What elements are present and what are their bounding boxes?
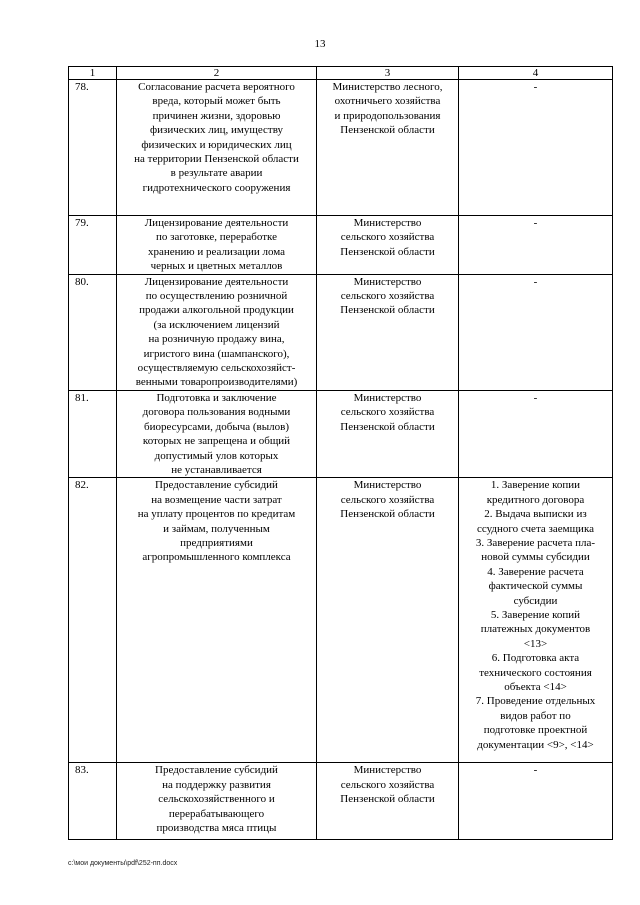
required-services-line: <13>	[523, 637, 548, 650]
table-row	[69, 390, 613, 477]
required-services-line: 4. Заверение расчета	[487, 565, 584, 578]
required-services-line: субсидии	[513, 594, 558, 607]
required-services-line: 7. Проведение отдельных	[475, 695, 596, 708]
service-description-line: и займам, полученным	[163, 522, 270, 535]
service-description	[117, 478, 317, 763]
responsible-ministry-line: сельского хозяйства	[340, 778, 435, 791]
header-cell-2: 2	[117, 67, 317, 80]
responsible-ministry-line: Пензенской области	[340, 508, 435, 521]
required-services-line: -	[533, 275, 538, 288]
service-description-line: по осуществлению розничной	[145, 290, 288, 303]
required-services	[459, 216, 613, 275]
service-description	[117, 216, 317, 275]
service-description-line: (за исключением лицензий	[153, 318, 280, 331]
table-header-row	[69, 67, 613, 80]
table-row	[69, 763, 613, 840]
service-description-line: по заготовке, переработке	[155, 231, 277, 244]
required-services-line: технического состояния	[479, 666, 592, 679]
required-services-line: -	[533, 764, 538, 777]
table-row	[69, 80, 613, 216]
responsible-ministry-line: сельского хозяйства	[340, 406, 435, 419]
required-services-line: 3. Заверение расчета пла-	[475, 536, 596, 549]
header-cell-1: 1	[69, 67, 117, 80]
service-description-line: игристого вина (шампанского),	[143, 347, 290, 360]
service-description	[117, 390, 317, 477]
responsible-ministry-line: сельского хозяйства	[340, 231, 435, 244]
table-row	[69, 216, 613, 275]
responsible-ministry-line: Пензенской области	[340, 793, 435, 806]
responsible-ministry	[317, 80, 459, 216]
required-services-line: 6. Подготовка акта	[491, 652, 580, 665]
responsible-ministry-line: охотничьего хозяйства	[334, 95, 441, 108]
services-table	[68, 66, 613, 840]
service-description-line: Лицензирование деятельности	[144, 275, 289, 288]
service-description-line: Предоставление субсидий	[155, 479, 278, 492]
responsible-ministry-line: Министерство	[353, 217, 422, 229]
required-services-line: кредитного договора	[486, 493, 585, 506]
responsible-ministry-line: Министерство	[353, 391, 422, 404]
required-services	[459, 80, 613, 216]
service-description-line: Предоставление субсидий	[155, 764, 278, 777]
required-services-line: 1. Заверение копии	[490, 479, 581, 492]
table-row	[69, 478, 613, 763]
service-description-line: осуществляемую сельскохозяйст-	[137, 362, 296, 375]
service-description-line: хранению и реализации лома	[147, 245, 286, 258]
required-services-line: ссудного счета заемщика	[476, 522, 595, 535]
required-services-line: 5. Заверение копий	[490, 608, 581, 621]
service-description-line: не устанавливается	[171, 463, 262, 476]
responsible-ministry-line: сельского хозяйства	[340, 290, 435, 303]
required-services-line: -	[533, 391, 538, 404]
service-description	[117, 763, 317, 840]
service-description-line: причинен жизни, здоровью	[152, 109, 281, 122]
responsible-ministry-line: Пензенской области	[340, 420, 435, 433]
table-body	[69, 67, 613, 840]
service-description-line: на территории Пензенской области	[134, 153, 299, 166]
service-description-line: договора пользования водными	[142, 406, 291, 419]
required-services-line: фактической суммы	[488, 580, 583, 593]
responsible-ministry	[317, 763, 459, 840]
row-number: 82.	[69, 478, 117, 763]
responsible-ministry	[317, 478, 459, 763]
responsible-ministry-line: Министерство лесного,	[332, 81, 443, 93]
service-description-line: сельскохозяйственного и	[158, 793, 275, 806]
responsible-ministry-line: Пензенской области	[340, 304, 435, 317]
responsible-ministry-line: Министерство	[353, 764, 422, 777]
service-description-line: которых не запрещена и общий	[142, 435, 291, 448]
responsible-ministry-line: Пензенской области	[340, 124, 435, 137]
page-number: 13	[314, 38, 326, 50]
table-row	[69, 274, 613, 390]
row-number: 81.	[69, 390, 117, 477]
responsible-ministry	[317, 274, 459, 390]
service-description-line: вреда, который может быть	[152, 95, 281, 108]
header-cell-4: 4	[459, 67, 613, 80]
responsible-ministry	[317, 216, 459, 275]
service-description-line: венными товаропроизводителями)	[135, 376, 298, 389]
service-description-line: допустимый улов которых	[154, 449, 279, 462]
service-description-line: гидротехнического сооружения	[142, 181, 291, 194]
service-description-line: агропромышленного комплекса	[142, 551, 291, 564]
service-description-line: на уплату процентов по кредитам	[137, 508, 296, 521]
footer-file-path: c:\мои документы\pdf\252-пп.docx	[68, 860, 178, 867]
service-description-line: физических лиц, имуществу	[149, 124, 284, 137]
service-description-line: Подготовка и заключение	[156, 391, 277, 404]
row-number: 83.	[69, 763, 117, 840]
required-services-line: новой суммы субсидии	[481, 551, 590, 564]
service-description-line: на розничную продажу вина,	[148, 333, 285, 346]
required-services-line: платежных документов	[480, 623, 591, 636]
row-number: 80.	[69, 274, 117, 390]
responsible-ministry-line: и природопользования	[334, 109, 441, 122]
service-description-line: черных и цветных металлов	[150, 260, 283, 273]
required-services	[459, 274, 613, 390]
required-services	[459, 478, 613, 763]
required-services-line: -	[533, 81, 538, 93]
row-number: 78.	[69, 80, 117, 216]
service-description-line: производства мяса птицы	[156, 821, 277, 834]
service-description	[117, 274, 317, 390]
required-services-line: объекта <14>	[504, 681, 567, 693]
required-services	[459, 763, 613, 840]
service-description-line: Лицензирование деятельности	[144, 217, 289, 229]
required-services-line: 2. Выдача выписки из	[484, 508, 587, 521]
responsible-ministry	[317, 390, 459, 477]
service-description-line: продажи алкогольной продукции	[139, 304, 294, 317]
service-description-line: биоресурсами, добыча (вылов)	[144, 420, 289, 433]
service-description	[117, 80, 317, 216]
required-services	[459, 390, 613, 477]
required-services-line: видов работ по	[500, 709, 571, 722]
header-cell-3: 3	[317, 67, 459, 80]
required-services-line: -	[533, 217, 538, 229]
service-description-line: Согласование расчета вероятного	[138, 81, 295, 93]
required-services-line: документации <9>, <14>	[477, 738, 594, 751]
responsible-ministry-line: Министерство	[353, 275, 422, 288]
row-number: 79.	[69, 216, 117, 275]
service-description-line: на возмещение части затрат	[151, 493, 282, 506]
responsible-ministry-line: сельского хозяйства	[340, 493, 435, 506]
service-description-line: в результате аварии	[170, 167, 263, 180]
required-services-line: подготовке проектной	[483, 724, 588, 737]
service-description-line: физических и юридических лиц	[141, 138, 292, 151]
service-description-line: на поддержку развития	[162, 778, 271, 791]
service-description-line: предприятиями	[180, 536, 253, 549]
responsible-ministry-line: Министерство	[353, 479, 422, 492]
responsible-ministry-line: Пензенской области	[340, 245, 435, 258]
service-description-line: перерабатывающего	[168, 807, 265, 820]
